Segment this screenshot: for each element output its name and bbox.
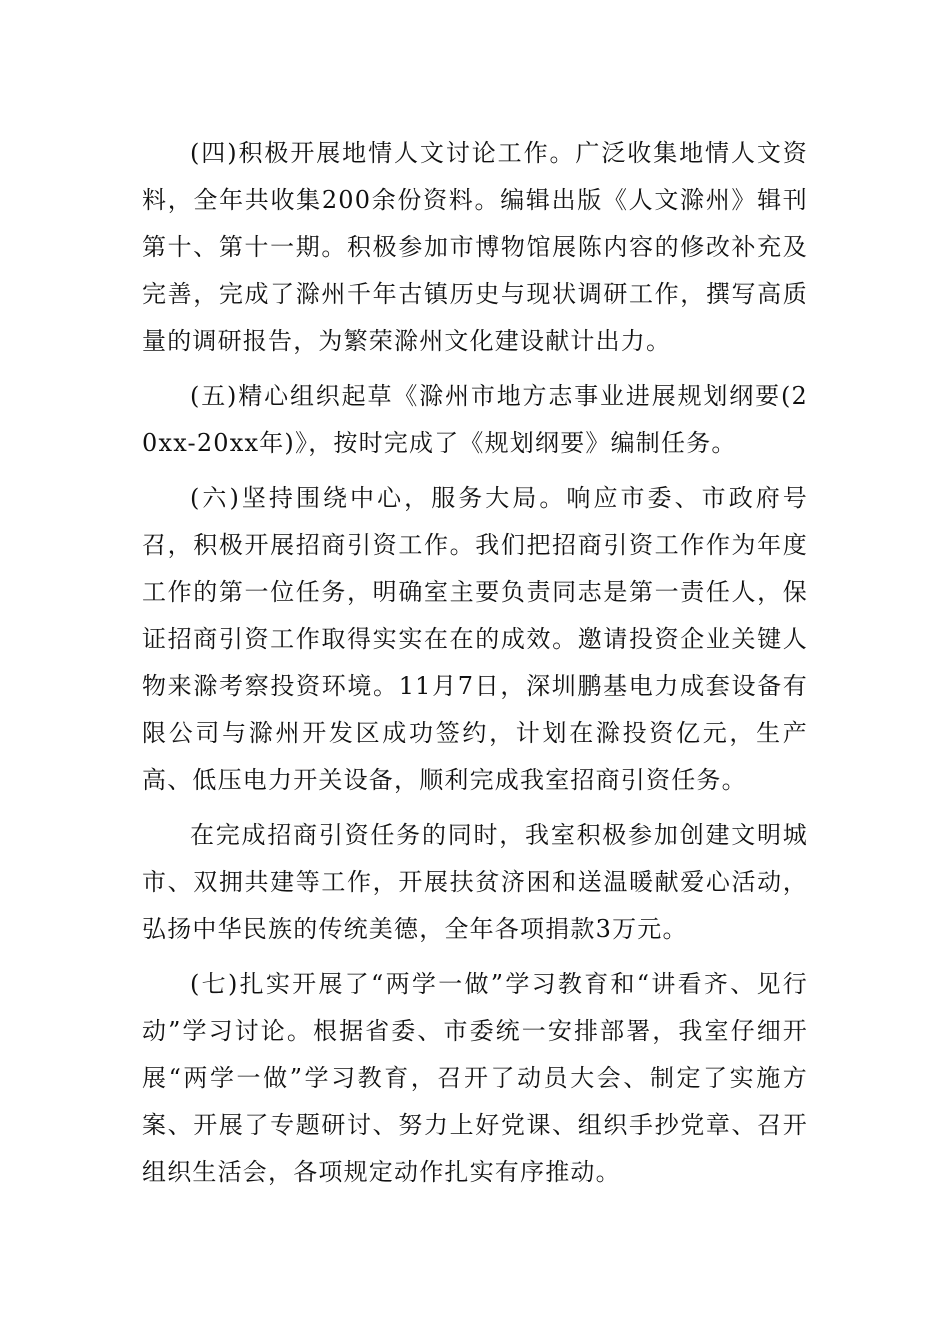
paragraph-section-4: (四)积极开展地情人文讨论工作。广泛收集地情人文资料，全年共收集200余份资料。编辑出版《人文滁州》辑刊第十、第十一期。积极参加市博物馆展陈内容的修改补充及完善，完成了滁州千年古镇历史与现状调研工作，撰写高质量的调研报告，为繁荣滁州文化建设献计出力。 [142,139,808,355]
paragraph-donations: 在完成招商引资任务的同时，我室积极参加创建文明城市、双拥共建等工作，开展扶贫济困和送温暖献爱心活动，弘扬中华民族的传统美德，全年各项捐款3万元。 [142,821,808,943]
paragraph-section-7: (七)扎实开展了“两学一做”学习教育和“讲看齐、见行动”学习讨论。根据省委、市委统一安排部署，我室仔细开展“两学一做”学习教育，召开了动员大会、制定了实施方案、开展了专题研讨、努力上好党课、组织手抄党章、召开组织生活会，各项规定动作扎实有序推动。 [142,970,808,1186]
paragraph-section-6: (六)坚持围绕中心，服务大局。响应市委、市政府号召，积极开展招商引资工作。我们把招商引资工作作为年度工作的第一位任务，明确室主要负责同志是第一责任人，保证招商引资工作取得实实在在的成效。邀请投资企业关键人物来滁考察投资环境。11月7日，深圳鹏基电力成套设备有限公司与滁州开发区成功签约，计划在滁投资亿元，生产高、低压电力开关设备，顺利完成我室招商引资任务。 [142,484,808,794]
paragraph-section-5: (五)精心组织起草《滁州市地方志事业进展规划纲要(20xx-20xx年)》，按时完成了《规划纲要》编制任务。 [142,382,808,457]
document-body [142,130,808,1204]
